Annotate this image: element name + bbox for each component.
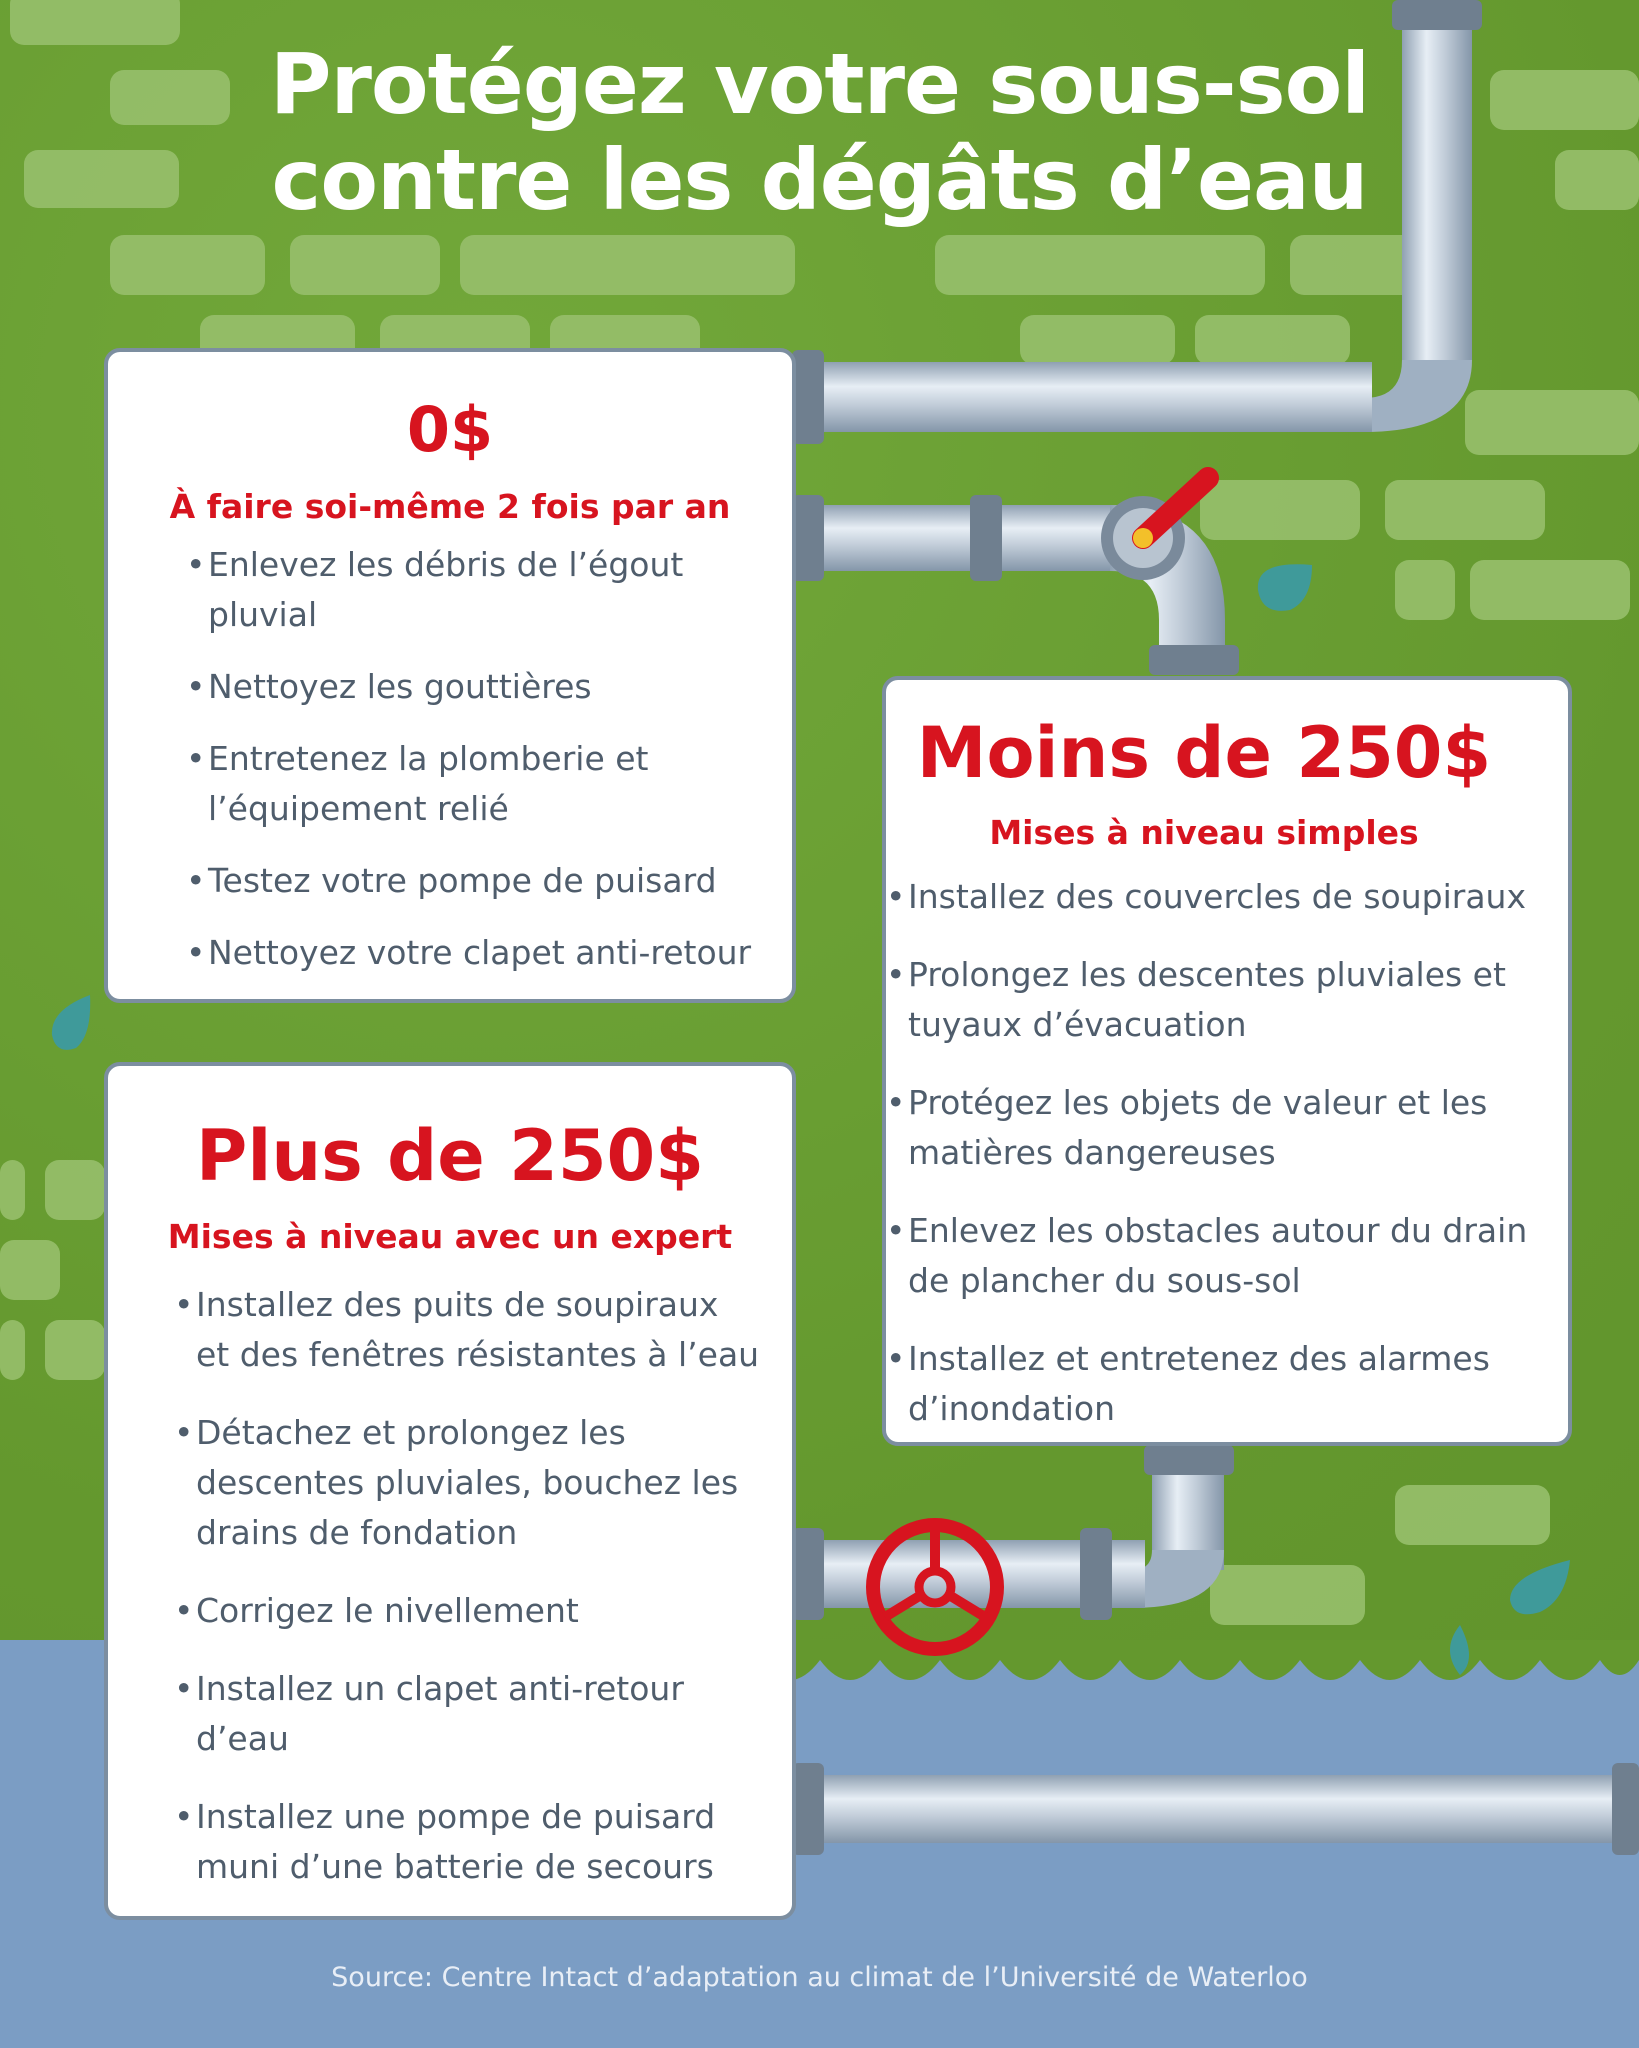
- list-item: • Installez des puits de soupiraux et des fenêtres résistantes à l’eau: [174, 1280, 762, 1380]
- card-price: 0$: [406, 393, 494, 466]
- card-price: Moins de 250$: [916, 712, 1492, 794]
- bottom-pipe: [800, 1775, 1639, 1843]
- list-item: • Prolongez les descentes pluviales et tuyaux d’évacuation: [886, 950, 1568, 1050]
- title-line-2: contre les dégâts d’eau: [271, 131, 1368, 229]
- card-list: [886, 872, 1568, 1434]
- card-subtitle: Mises à niveau simples: [989, 813, 1419, 852]
- water-drop: [52, 995, 90, 1050]
- list-item: • Nettoyez votre clapet anti-retour: [186, 928, 762, 978]
- top-horizontal-pipe: [800, 362, 1372, 432]
- card-diy: [104, 348, 796, 1003]
- water-drop: [1258, 564, 1312, 611]
- card-expert-upgrades: [104, 1062, 796, 1920]
- list-item: • Détachez et prolongez les descentes pluviales, bouchez les drains de fondation: [174, 1408, 762, 1558]
- second-pipe: [800, 505, 1110, 571]
- water-wave-edge: [760, 1640, 1639, 1680]
- card-subtitle: À faire soi-même 2 fois par an: [169, 487, 731, 526]
- source-credit: Source: Centre Intact d’adaptation au climat de l’Université de Waterloo: [331, 1962, 1308, 1993]
- list-item: • Protégez les objets de valeur et les matières dangereuses: [886, 1078, 1568, 1178]
- card-simple-upgrades: [882, 676, 1572, 1446]
- page-title: [0, 36, 1639, 228]
- list-item: • Entretenez la plomberie et l’équipement relié: [186, 734, 762, 834]
- list-item: • Installez et entretenez des alarmes d’inondation: [886, 1334, 1568, 1434]
- list-item: • Nettoyez les gouttières: [186, 662, 762, 712]
- list-item: • Testez votre pompe de puisard: [186, 856, 762, 906]
- card-list: [174, 1280, 762, 1892]
- list-item: • Installez une pompe de puisard muni d’une batterie de secours: [174, 1792, 762, 1892]
- list-item: • Installez un clapet anti-retour d’eau: [174, 1664, 762, 1764]
- card-list: [186, 540, 762, 978]
- title-line-1: Protégez votre sous-sol: [269, 35, 1370, 133]
- water-drop: [1510, 1560, 1570, 1614]
- card-subtitle: Mises à niveau avec un expert: [167, 1217, 733, 1256]
- list-item: • Enlevez les débris de l’égout pluvial: [186, 540, 762, 640]
- list-item: • Corrigez le nivellement: [174, 1586, 762, 1636]
- list-item: • Installez des couvercles de soupiraux: [886, 872, 1568, 922]
- list-item: • Enlevez les obstacles autour du drain de plancher du sous-sol: [886, 1206, 1568, 1306]
- card-price: Plus de 250$: [196, 1115, 704, 1197]
